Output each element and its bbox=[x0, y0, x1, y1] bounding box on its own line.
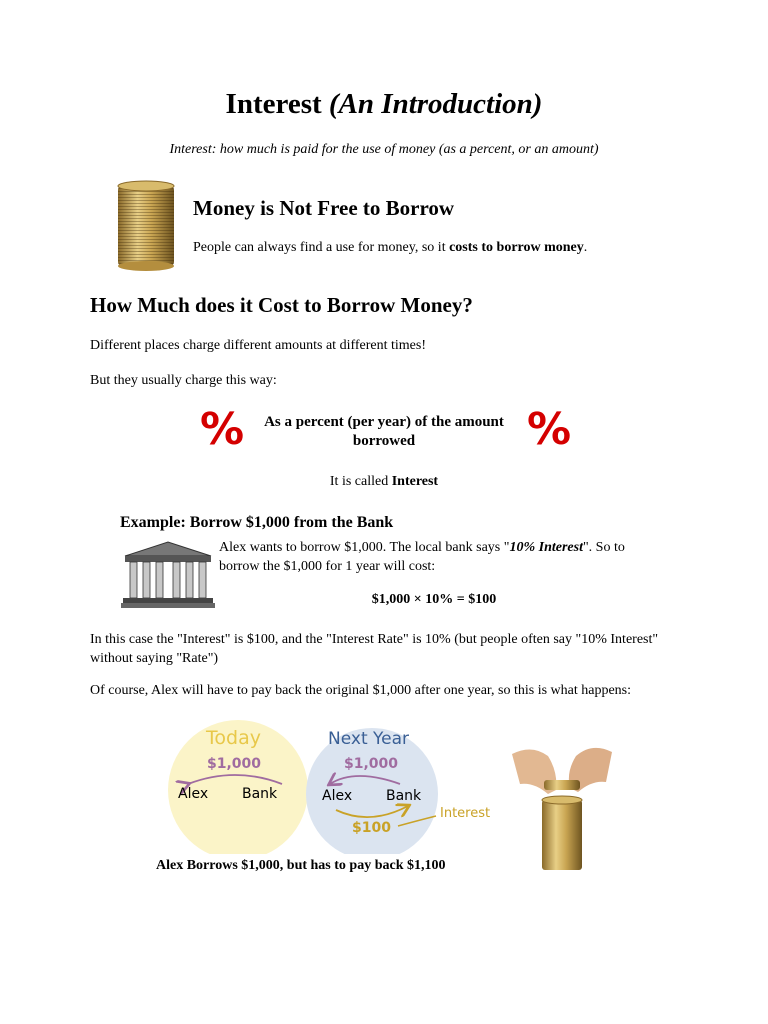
borrow-diagram bbox=[160, 718, 510, 854]
today-alex: Alex bbox=[178, 786, 209, 802]
example-heading: Example: Borrow $1,000 from the Bank bbox=[120, 514, 394, 531]
alex-paragraph bbox=[219, 538, 659, 576]
coin-stack-image bbox=[114, 180, 178, 272]
alex-text-end: ". So to borrow the $1,000 for 1 year will cost: bbox=[219, 540, 625, 574]
percent-icon-right: % bbox=[527, 404, 572, 455]
money-text-bold: costs to borrow money bbox=[449, 240, 584, 255]
page-subtitle: Interest: how much is paid for the use of money (as a percent, or an amount) bbox=[169, 142, 599, 157]
diagram-caption: Alex Borrows $1,000, but has to pay back $1,100 bbox=[156, 858, 446, 873]
money-heading: Money is Not Free to Borrow bbox=[193, 196, 455, 220]
money-text-end: . bbox=[583, 240, 588, 255]
alex-text: Alex wants to borrow $1,000. The local bank says " bbox=[219, 540, 510, 555]
next-year-amount: $1,000 bbox=[344, 756, 399, 772]
title-main: Interest bbox=[225, 88, 322, 120]
interest-explanation: In this case the "Interest" is $100, and the "Interest Rate" is 10% (but people often say "10% Interest" without saying "Rate") bbox=[90, 632, 659, 666]
interest-formula: $1,000 × 10% = $100 bbox=[371, 592, 497, 607]
money-paragraph bbox=[193, 240, 587, 256]
today-amount: $1,000 bbox=[207, 756, 262, 772]
payback-paragraph: Of course, Alex will have to pay back the original $1,000 after one year, so this is what happens: bbox=[90, 683, 632, 698]
today-bank: Bank bbox=[242, 786, 278, 802]
percent-callout: As a percent (per year) of the amount borrowed bbox=[264, 414, 504, 449]
next-year-bank: Bank bbox=[386, 788, 422, 804]
money-text: People can always find a use for money, so it bbox=[193, 240, 450, 255]
page-title bbox=[0, 88, 768, 121]
interest-amount: $100 bbox=[352, 820, 391, 836]
today-label: Today bbox=[206, 727, 261, 749]
percent-icon-left: % bbox=[200, 404, 245, 455]
next-year-label: Next Year bbox=[328, 729, 409, 749]
alex-rate: 10% Interest bbox=[509, 540, 583, 555]
cost-heading: How Much does it Cost to Borrow Money? bbox=[90, 293, 473, 317]
called-bold: Interest bbox=[391, 474, 439, 489]
hand-coin-stack-image bbox=[512, 742, 612, 872]
interest-label: Interest bbox=[440, 806, 491, 821]
cost-paragraph-2: But they usually charge this way: bbox=[90, 373, 277, 388]
called-text: It is called bbox=[329, 474, 392, 489]
called-interest bbox=[0, 474, 768, 490]
cost-paragraph-1: Different places charge different amounts at different times! bbox=[90, 338, 426, 353]
title-paren: (An Introduction) bbox=[328, 88, 543, 120]
next-year-alex: Alex bbox=[322, 788, 353, 804]
